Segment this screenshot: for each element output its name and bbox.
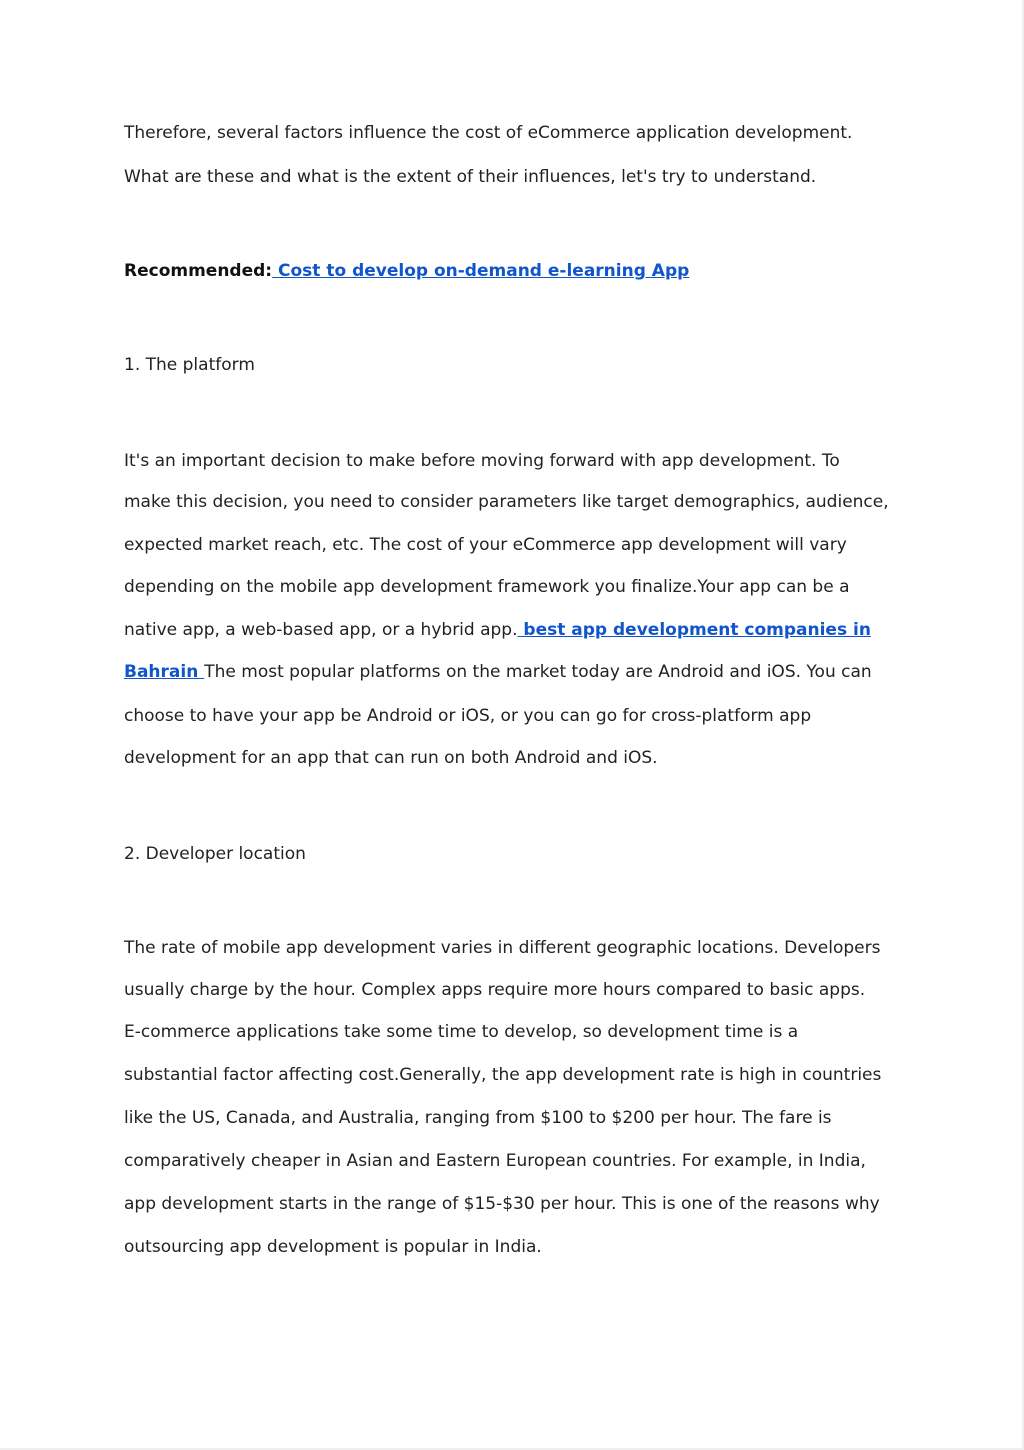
paragraph-line: comparatively cheaper in Asian and Eastern European countries. For example, in India, (124, 1151, 866, 1171)
paragraph-line (124, 661, 872, 683)
paragraph-line: It's an important decision to make before moving forward with app development. To (124, 451, 840, 471)
intro-line-2: What are these and what is the extent of their influences, let's try to understand. (124, 167, 817, 187)
paragraph-line: E-commerce applications take some time to develop, so development time is a (124, 1022, 799, 1042)
paragraph-line (124, 619, 871, 641)
recommended-label: Recommended: (124, 261, 273, 281)
section-heading-developer-location: 2. Developer location (124, 844, 306, 864)
paragraph-text: native app, a web-based app, or a hybrid app. (124, 620, 518, 640)
paragraph-text: The most popular platforms on the market today are Android and iOS. You can (204, 662, 872, 682)
paragraph-line: like the US, Canada, and Australia, ranging from $100 to $200 per hour. The fare is (124, 1108, 832, 1128)
paragraph-line: app development starts in the range of $15-$30 per hour. This is one of the reasons why (124, 1194, 880, 1214)
paragraph-line: usually charge by the hour. Complex apps require more hours compared to basic apps. (124, 980, 866, 1000)
paragraph-line: outsourcing app development is popular in India. (124, 1237, 542, 1257)
app-companies-link[interactable]: best app development companies in (517, 620, 871, 640)
paragraph-line: development for an app that can run on both Android and iOS. (124, 748, 658, 768)
paragraph-line: expected market reach, etc. The cost of your eCommerce app development will vary (124, 535, 847, 555)
paragraph-line: depending on the mobile app development framework you finalize.Your app can be a (124, 577, 850, 597)
recommended-link[interactable]: Cost to develop on-demand e-learning App (272, 261, 690, 281)
paragraph-line: choose to have your app be Android or iOS, or you can go for cross-platform app (124, 706, 812, 726)
intro-line-1: Therefore, several factors influence the cost of eCommerce application development. (124, 123, 853, 143)
recommended-line (124, 260, 689, 282)
paragraph-line: substantial factor affecting cost.Generally, the app development rate is high in countries (124, 1065, 882, 1085)
section-heading-platform: 1. The platform (124, 355, 255, 375)
app-companies-link-continued[interactable]: Bahrain (124, 662, 205, 682)
paragraph-line: The rate of mobile app development varies in different geographic locations. Developers (124, 938, 881, 958)
paragraph-line: make this decision, you need to consider parameters like target demographics, audience, (124, 492, 889, 512)
